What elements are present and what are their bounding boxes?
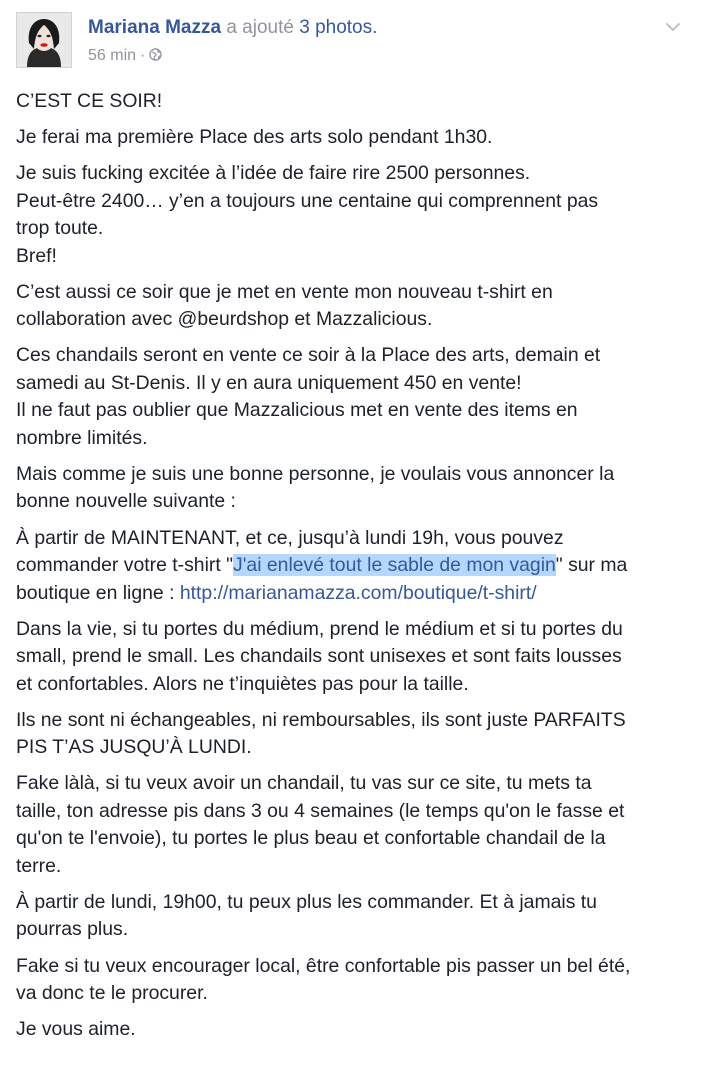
- text-line: Bref!: [16, 244, 57, 267]
- paragraph: [16, 461, 686, 516]
- text-line: nombre limités.: [16, 426, 148, 449]
- selected-text-highlight[interactable]: J'ai enlevé tout le sable de mon vagin: [233, 554, 556, 577]
- paragraph: [16, 616, 686, 699]
- paragraph: [16, 889, 686, 944]
- text-line: À partir de lundi, 19h00, tu peux plus les commander. Et à jamais tu: [16, 890, 597, 913]
- text-line: Ces chandails seront en vente ce soir à la Place des arts, demain et: [16, 344, 601, 367]
- text-line: small, prend le small. Les chandails sont unisexes et sont faits lousses: [16, 645, 622, 668]
- text-line: Dans la vie, si tu portes du médium, prend le médium et si tu portes du: [16, 617, 623, 640]
- meta-separator: ·: [140, 47, 146, 64]
- boutique-link[interactable]: http://marianamazza.com/boutique/t-shirt/: [179, 581, 537, 604]
- header-text: [88, 16, 377, 67]
- text-line: Peut-être 2400… y’en a toujours une centaine qui comprennent pas: [16, 189, 599, 212]
- globe-icon[interactable]: [149, 48, 162, 61]
- text-line: C’EST CE SOIR!: [16, 90, 163, 112]
- paragraph: [16, 1016, 686, 1044]
- text-line: qu'on te l'envoie), tu portes le plus beau et confortable chandail de la: [16, 827, 606, 850]
- author-name-link[interactable]: Mariana Mazza: [88, 17, 222, 38]
- text-line: terre.: [16, 854, 62, 877]
- paragraph: [16, 342, 686, 452]
- text-line: taille, ton adresse pis dans 3 ou 4 semaines (le temps qu'on le fasse et: [16, 799, 625, 822]
- avatar[interactable]: [16, 12, 72, 68]
- text-fragment: " sur ma: [555, 554, 628, 577]
- text-line: pourras plus.: [16, 918, 129, 941]
- paragraph: [16, 124, 686, 152]
- text-fragment: commander votre t-shirt ": [16, 554, 234, 577]
- text-line: Fake si tu veux encourager local, être confortable pis passer un bel été,: [16, 954, 631, 977]
- paragraph: [16, 525, 686, 608]
- paragraph: [16, 953, 686, 1008]
- text-line: Mais comme je suis une bonne personne, je voulais vous annoncer la: [16, 462, 615, 485]
- text-line: PIS T’AS JUSQU’À LUNDI.: [16, 736, 252, 759]
- timestamp-link[interactable]: 56 min: [88, 47, 137, 64]
- paragraph: [16, 88, 686, 116]
- text-line: Ils ne sont ni échangeables, ni remboursables, ils sont juste PARFAITS: [16, 708, 626, 731]
- text-line: trop toute.: [16, 217, 104, 240]
- post-header: [16, 12, 686, 88]
- post-title-line: [88, 16, 377, 40]
- paragraph: [16, 707, 686, 762]
- post-meta: [88, 45, 377, 67]
- text-line: C’est aussi ce soir que je met en vente mon nouveau t-shirt en: [16, 280, 553, 303]
- text-line: va donc te le procurer.: [16, 982, 208, 1005]
- paragraph: [16, 279, 686, 334]
- text-line: Je vous aime.: [16, 1018, 136, 1041]
- chevron-down-icon[interactable]: [664, 18, 682, 36]
- text-line: Fake làlà, si tu veux avoir un chandail, tu vas sur ce site, tu mets ta: [16, 772, 592, 795]
- action-text: a ajouté: [226, 17, 294, 38]
- text-line: Je ferai ma première Place des arts solo pendant 1h30.: [16, 126, 493, 149]
- text-line: À partir de MAINTENANT, et ce, jusqu’à lundi 19h, vous pouvez: [16, 526, 564, 549]
- photos-link[interactable]: 3 photos.: [299, 17, 378, 38]
- text-line: Je suis fucking excitée à l’idée de faire rire 2500 personnes.: [16, 162, 531, 185]
- text-line: samedi au St-Denis. Il y en aura uniquement 450 en vente!: [16, 371, 522, 394]
- text-line: Il ne faut pas oublier que Mazzalicious met en vente des items en: [16, 399, 578, 422]
- text-line: bonne nouvelle suivante :: [16, 490, 236, 513]
- text-line: collaboration avec @beurdshop et Mazzalicious.: [16, 308, 433, 331]
- paragraph: [16, 770, 686, 880]
- text-fragment: boutique en ligne :: [16, 581, 180, 604]
- paragraph: [16, 160, 686, 270]
- post-body: [16, 88, 686, 1044]
- text-line: et confortables. Alors ne t’inquiètes pas pour la taille.: [16, 672, 469, 695]
- avatar-image: [17, 13, 71, 67]
